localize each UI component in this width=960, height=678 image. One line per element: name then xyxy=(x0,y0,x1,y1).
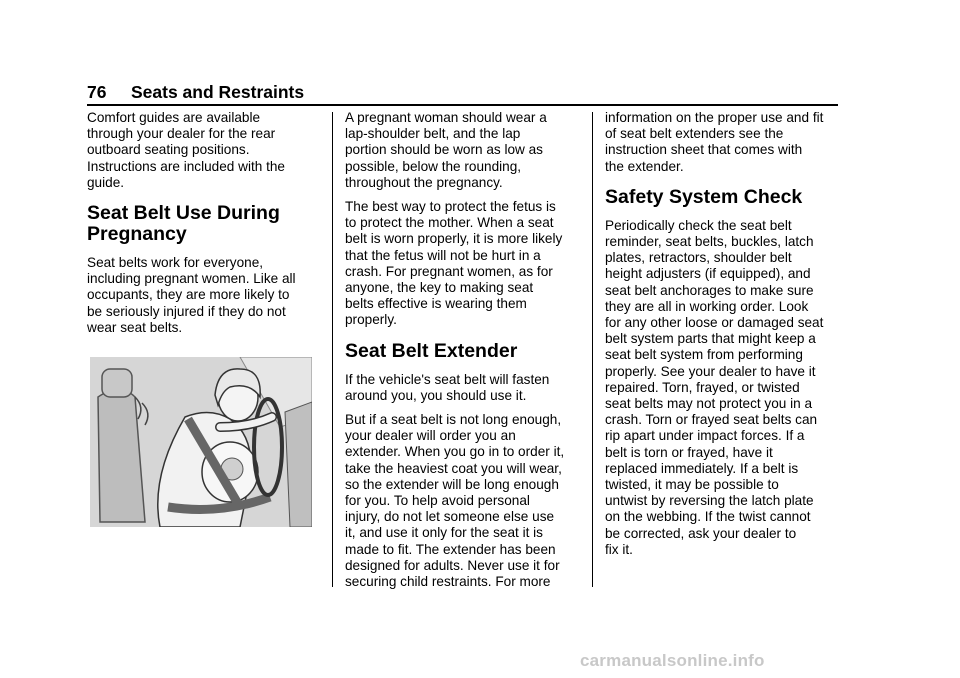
extender-paragraph-2: But if a seat belt is not long enough, your dealer will order you an extender. When you go in to order it, take the heaviest coat you will wear, so the extender will be long enough for you. To help avoid personal injury, do not let someone else use it, and use it only for the seat it is made to fit. The extender has been designed for adults. Never use it for securing child restraints. For more xyxy=(345,412,565,590)
watermark: carmanualsonline.info xyxy=(580,651,765,670)
page-header xyxy=(87,82,304,102)
extender-continued-paragraph: information on the proper use and fit of seat belt extenders see the instruction sheet that comes with the extender. xyxy=(605,110,824,174)
column-divider-1 xyxy=(332,112,333,587)
header-rule xyxy=(87,104,838,106)
section-title: Seats and Restraints xyxy=(131,82,305,102)
column-divider-2 xyxy=(592,112,593,587)
illustration-drawing xyxy=(90,357,312,527)
lap-shoulder-paragraph: A pregnant woman should wear a lap-shoulder belt, and the lap portion should be worn as low as possible, below the rounding, throughout the pregnancy. xyxy=(345,110,547,190)
heading-safety-check: Safety System Check xyxy=(605,185,803,208)
heading-pregnancy: Seat Belt Use During Pregnancy xyxy=(87,202,280,246)
page-number: 76 xyxy=(87,82,107,102)
column-2 xyxy=(345,110,581,598)
column-3 xyxy=(605,110,841,566)
column-1 xyxy=(87,110,319,344)
intro-paragraph: Comfort guides are available through your dealer for the rear outboard seating positions. Instructions are included with the guide. xyxy=(87,110,285,190)
protect-fetus-paragraph: The best way to protect the fetus is to protect the mother. When a seat belt is worn properly, it is more likely that the fetus will not be hurt in a crash. For pregnant women, as for anyone, the key to making seat belts effective is wearing them properly. xyxy=(345,199,563,328)
pregnancy-paragraph: Seat belts work for everyone, including pregnant women. Like all occupants, they are more likely to be seriously injured if they do not wear seat belts. xyxy=(87,255,296,335)
heading-extender: Seat Belt Extender xyxy=(345,339,518,362)
pregnant-woman-seat-belt-illustration xyxy=(90,357,312,527)
safety-check-paragraph: Periodically check the seat belt reminder, seat belts, buckles, latch plates, retractors, shoulder belt height adjusters (if equipped), and seat belt anchorages to make sure they are all in working order. Look for any other loose or damaged seat belt system parts that might keep a seat belt system from performing properly. See your dealer to have it repaired. Torn, frayed, or twisted seat belts may not protect you in a crash. Torn or frayed seat belts can rip apart under impact forces. If a belt is torn or frayed, have it replaced immediately. If a belt is twisted, it may be possible to untwist by reversing the latch plate on the webbing. If the twist cannot be corrected, ask your dealer to fix it. xyxy=(605,217,824,557)
extender-paragraph-1: If the vehicle's seat belt will fasten around you, you should use it. xyxy=(345,371,550,403)
